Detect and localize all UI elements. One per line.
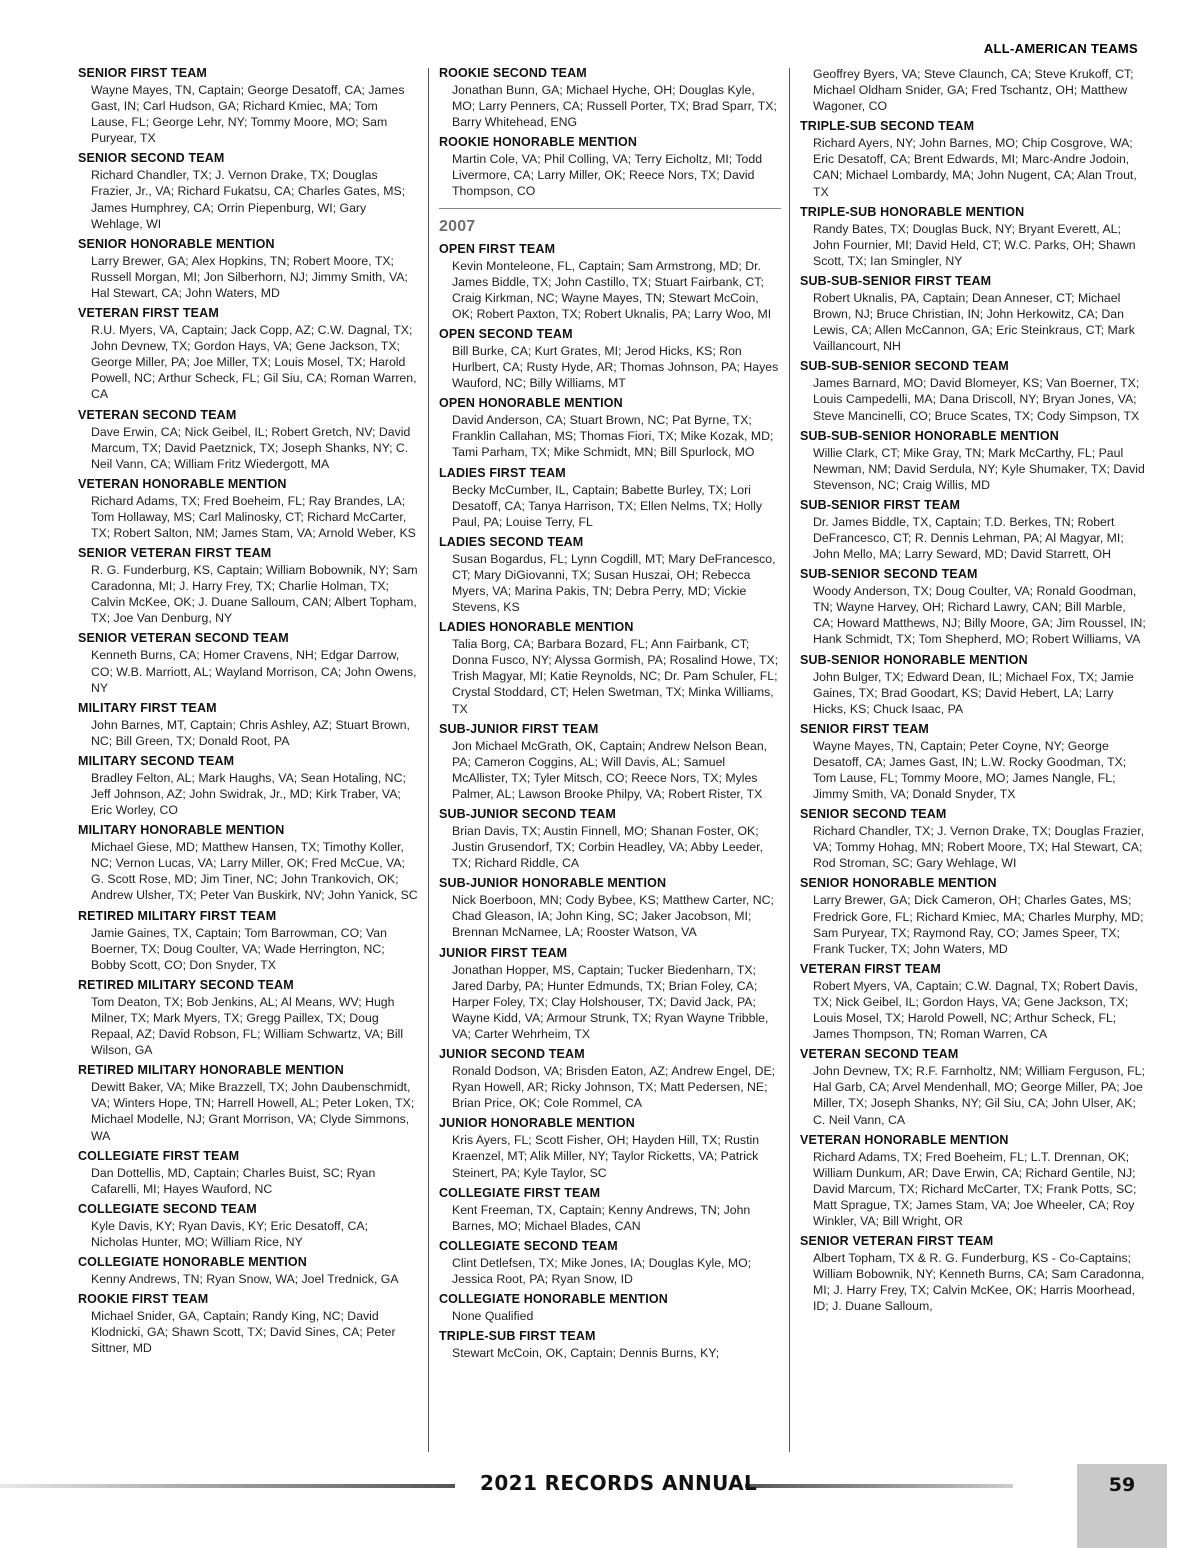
column-3	[800, 66, 1146, 1319]
team-heading: SUB-SUB-SENIOR HONORABLE MENTION	[800, 428, 1059, 443]
team-section	[78, 1202, 418, 1250]
team-roster: Susan Bogardus, FL; Lynn Cogdill, MT; Mary DeFrancesco, CT; Mary DiGiovanni, TX; Susan Huszai, OH; Rebecca Myers, VA; Marina Pakis, TN; Debra Perry, MD; Vickie Stevens, KS	[452, 551, 776, 615]
team-roster: Bradley Felton, AL; Mark Haughs, VA; Sean Hotaling, NC; Jeff Johnson, AZ; John Swidrak, Jr., MD; Kirk Traber, VA; Eric Worley, CO	[91, 770, 406, 818]
footer-rule	[0, 1484, 455, 1488]
team-section	[439, 807, 781, 871]
team-heading: RETIRED MILITARY FIRST TEAM	[78, 908, 277, 923]
team-section	[439, 66, 781, 130]
team-roster: John Bulger, TX; Edward Dean, IL; Michael Fox, TX; Jamie Gaines, TX; Brad Goodart, KS; David Hebert, LA; Larry Hicks, KS; Chuck Isaac, PA	[813, 669, 1134, 716]
team-section	[78, 631, 418, 695]
team-heading: COLLEGIATE FIRST TEAM	[439, 1185, 601, 1200]
team-section	[78, 546, 418, 626]
team-roster: Wayne Mayes, TN, Captain; George Desatoff, CA; James Gast, IN; Carl Hudson, GA; Richard Kmiec, MA; Tom Lause, FL; George Lehr, NY; Tommy Moore, MO; Sam Puryear, TX	[91, 83, 405, 146]
team-roster: John Devnew, TX; R.F. Farnholtz, NM; William Ferguson, FL; Hal Garb, CA; Arvel Mendenhall, MO; George Miller, PA; Joe Miller, TX; Joseph Shanks, NY; Gil Siu, CA; John Ulser, AK; C. Neil Vann, CA	[813, 1064, 1145, 1127]
team-roster: Kenneth Burns, CA; Homer Cravens, NH; Edgar Darrow, CO; W.B. Marriott, AL; Wayland Morrison, CA; John Owens, NY	[91, 648, 417, 695]
team-roster: Martin Cole, VA; Phil Colling, VA; Terry Eicholtz, MI; Todd Livermore, CA; Larry Miller, OK; Reece Nors, TX; David Thompson, CO	[452, 152, 763, 199]
team-section	[439, 946, 781, 1042]
team-heading: SUB-JUNIOR SECOND TEAM	[439, 807, 616, 821]
team-heading: RETIRED MILITARY SECOND TEAM	[78, 977, 294, 992]
team-heading: SENIOR FIRST TEAM	[78, 66, 207, 80]
team-roster: Dr. James Biddle, TX, Captain; T.D. Berkes, TN; Robert DeFrancesco, CT; R. Dennis Lehman, PA; Al Magyar, MI; John Mello, MA; Larry Seward, MD; David Starrett, OH	[813, 514, 1124, 562]
team-section	[800, 876, 1146, 956]
team-heading: SENIOR VETERAN FIRST TEAM	[78, 546, 272, 561]
team-section	[800, 1047, 1146, 1127]
team-roster: R. G. Funderburg, KS, Captain; William Bobownik, NY; Sam Caradonna, MI; J. Harry Frey, TX; Charlie Holman, TX; Calvin McKee, OK; J. Duane Salloum, CAN; Albert Topham, TX; Joe Van Denburg, NY	[91, 563, 418, 626]
team-section	[800, 653, 1146, 717]
team-roster: Kent Freeman, TX, Captain; Kenny Andrews, TN; John Barnes, MO; Michael Blades, CAN	[452, 1202, 751, 1233]
column-divider	[789, 68, 790, 1452]
team-section	[800, 66, 1146, 114]
column-1	[78, 66, 418, 1361]
team-heading: COLLEGIATE FIRST TEAM	[78, 1148, 240, 1163]
team-section	[800, 807, 1146, 871]
team-heading: LADIES SECOND TEAM	[439, 534, 584, 549]
team-roster: Michael Giese, MD; Matthew Hansen, TX; Timothy Koller, NC; Vernon Lucas, VA; Larry Miller, OK; Fred McCue, VA; G. Scott Rose, MD; Jim Tiner, NC; John Trankovich, OK; Andrew Ulsher, TX; Peter Van Buskirk, NV; John Yanick, SC	[91, 840, 418, 903]
team-roster: Willie Clark, CT; Mike Gray, TN; Mark McCarthy, FL; Paul Newman, NM; David Serdula, NY; Kyle Shumaker, TX; David Stevenson, NC; Craig Willis, MD	[813, 445, 1145, 492]
team-section	[800, 119, 1146, 199]
team-section	[78, 978, 418, 1058]
team-roster: Robert Uknalis, PA, Captain; Dean Anneser, CT; Michael Brown, NJ; Bruce Christian, IN; John Herkowitz, CA; Dan Lewis, CA; Allen McCannon, GA; Eric Steinkraus, CT; Mark Vaillancourt, NH	[813, 290, 1135, 354]
team-roster: Nick Boerboon, MN; Cody Bybee, KS; Matthew Carter, NC; Chad Gleason, IA; John King, SC; Jaker Jacobson, MI; Brennan McNamee, LA; Rooster Watson, VA	[452, 893, 774, 940]
team-section	[78, 66, 418, 146]
team-heading: COLLEGIATE SECOND TEAM	[78, 1201, 257, 1216]
team-heading: VETERAN SECOND TEAM	[78, 407, 237, 422]
team-section	[78, 701, 418, 749]
page-number-box	[1077, 1464, 1167, 1548]
team-section	[800, 274, 1146, 354]
team-heading: MILITARY FIRST TEAM	[78, 700, 217, 715]
team-section	[800, 1133, 1146, 1229]
team-roster: Jamie Gaines, TX, Captain; Tom Barrowman, CO; Van Boerner, TX; Doug Coulter, VA; Wade Herrington, NC; Bobby Scott, CO; Don Snyder, TX	[91, 925, 387, 972]
team-heading: OPEN HONORABLE MENTION	[439, 396, 623, 411]
team-section	[439, 466, 781, 530]
team-heading: SUB-SUB-SENIOR FIRST TEAM	[800, 273, 992, 288]
team-heading: ROOKIE FIRST TEAM	[78, 1292, 209, 1307]
team-heading: ROOKIE HONORABLE MENTION	[439, 135, 638, 150]
column-divider	[428, 68, 429, 1452]
team-section	[439, 876, 781, 940]
team-roster: Dave Erwin, CA; Nick Geibel, IL; Robert Gretch, NV; David Marcum, TX; David Paetznick, TX; Joseph Shanks, NY; C. Neil Vann, CA; William Fritz Wiedergott, MA	[91, 424, 411, 471]
team-roster: Kevin Monteleone, FL, Captain; Sam Armstrong, MD; Dr. James Biddle, TX; John Castillo, TX; Stuart Fairbank, CT; Craig Kirkman, NC; Wayne Mayes, TN; Stewart McCoin, OK; Robert Paxton, TX; Robert Uknalis, PA; Larry Woo, MI	[452, 258, 772, 321]
team-roster: Stewart McCoin, OK, Captain; Dennis Burns, KY;	[452, 1346, 720, 1361]
team-section	[78, 1292, 418, 1356]
year-block	[439, 208, 781, 236]
team-heading: LADIES HONORABLE MENTION	[439, 620, 634, 635]
team-heading: COLLEGIATE HONORABLE MENTION	[78, 1254, 307, 1269]
team-roster: Kris Ayers, FL; Scott Fisher, OH; Hayden Hill, TX; Rustin Kraenzel, MT; Alik Miller, NY; Taylor Ricketts, VA; Patrick Steinert, PA; Kyle Taylor, SC	[452, 1133, 760, 1180]
team-section	[439, 135, 781, 199]
team-section	[439, 396, 781, 460]
team-section	[439, 1239, 781, 1287]
team-section	[439, 327, 781, 391]
team-heading: VETERAN HONORABLE MENTION	[800, 1132, 1009, 1147]
team-roster: Jonathan Hopper, MS, Captain; Tucker Biedenharn, TX; Jared Darby, PA; Hunter Edmunds, TX; Brian Foley, CA; Harper Foley, TX; Clay Holshouser, TX; David Jack, PA; Wayne Kidd, VA; Armour Strunk, TX; Ryan Wayne Tribble, VA; Carter Wehrheim, TX	[452, 962, 769, 1041]
team-roster: Jon Michael McGrath, OK, Captain; Andrew Nelson Bean, PA; Cameron Coggins, AL; Will Davis, AL; Samuel McAllister, TX; Tyler Mitsch, CO; Reece Nors, TX; Myles Palmer, AL; Lawson Brooke Philpy, VA; Robert Rister, TX	[452, 738, 768, 801]
team-roster: Dan Dottellis, MD, Captain; Charles Buist, SC; Ryan Cafarelli, MI; Hayes Wauford, NC	[91, 1165, 376, 1196]
team-section	[78, 306, 418, 402]
team-roster: Brian Davis, TX; Austin Finnell, MO; Shanan Foster, OK; Justin Grusendorf, TX; Corbin Headley, VA; Abby Leeder, TX; Richard Riddle, CA	[452, 824, 764, 871]
team-roster: Tom Deaton, TX; Bob Jenkins, AL; Al Means, WV; Hugh Milner, TX; Mark Myers, TX; Gregg Paillex, TX; Doug Repaal, AZ; David Robson, FL; William Schwartz, VA; Bill Wilson, GA	[91, 994, 404, 1058]
team-heading: SUB-SUB-SENIOR SECOND TEAM	[800, 359, 1009, 374]
team-section	[800, 359, 1146, 423]
team-heading: OPEN FIRST TEAM	[439, 241, 556, 256]
team-section	[800, 205, 1146, 269]
team-section	[439, 722, 781, 802]
team-roster: Larry Brewer, GA; Alex Hopkins, TN; Robert Moore, TX; Russell Morgan, MI; Jon Silberhorn, NJ; Jimmy Smith, VA; Hal Stewart, CA; John Waters, MD	[91, 253, 408, 300]
team-roster: Richard Adams, TX; Fred Boeheim, FL; L.T. Drennan, OK; William Dunkum, AR; Dave Erwin, CA; Richard Gentile, NJ; David Marcum, TX; Richard McCarter, TX; Frank Potts, SC; Matt Sprague, TX; James Stam, VA; Joe Wheeler, CA; Roy Winkler, VA; Bill Wright, OR	[813, 1149, 1137, 1228]
team-heading: SUB-JUNIOR FIRST TEAM	[439, 721, 599, 736]
team-section	[78, 1255, 418, 1287]
team-heading: VETERAN FIRST TEAM	[78, 306, 219, 321]
team-heading: SENIOR SECOND TEAM	[78, 151, 225, 166]
team-heading: SUB-SENIOR HONORABLE MENTION	[800, 652, 1028, 667]
team-roster: Becky McCumber, IL, Captain; Babette Burley, TX; Lori Desatoff, CA; Tanya Harrison, TX; Ellen Nelms, TX; Holly Paul, PA; Louise Terry, FL	[452, 482, 763, 529]
team-heading: COLLEGIATE SECOND TEAM	[439, 1238, 618, 1253]
team-heading: RETIRED MILITARY HONORABLE MENTION	[78, 1063, 344, 1078]
team-section	[439, 1292, 781, 1324]
team-heading: COLLEGIATE HONORABLE MENTION	[439, 1291, 668, 1306]
team-section	[439, 1186, 781, 1234]
team-section	[78, 477, 418, 541]
team-heading: TRIPLE-SUB HONORABLE MENTION	[800, 204, 1025, 219]
team-heading: VETERAN SECOND TEAM	[800, 1047, 959, 1062]
team-section	[78, 151, 418, 231]
team-roster: None Qualified	[452, 1308, 534, 1323]
team-roster: Richard Chandler, TX; J. Vernon Drake, TX; Douglas Frazier, Jr., VA; Richard Fukatsu, CA; Charles Gates, MS; James Humphrey, CA; Orrin Piepenburg, WI; Gary Wehlage, WI	[91, 168, 406, 231]
team-roster: Randy Bates, TX; Douglas Buck, NY; Bryant Everett, AL; John Fournier, MI; David Held, CT; W.C. Parks, OH; Shawn Scott, TX; Ian Smingler, NY	[813, 221, 1136, 268]
team-section	[439, 1329, 781, 1361]
team-heading: SUB-JUNIOR HONORABLE MENTION	[439, 876, 667, 891]
team-section	[800, 567, 1146, 647]
team-section	[439, 242, 781, 322]
page-number: 59	[1108, 1474, 1136, 1496]
team-roster: Dewitt Baker, VA; Mike Brazzell, TX; John Daubenschmidt, VA; Winters Hope, TN; Harrell Howell, AL; Peter Loken, TX; Michael Modelle, NJ; Grant Morrison, VA; Clyde Simmons, WA	[91, 1080, 415, 1143]
team-section	[800, 1234, 1146, 1314]
team-roster: Larry Brewer, GA; Dick Cameron, OH; Charles Gates, MS; Fredrick Gore, FL; Richard Kmiec, MA; Charles Murphy, MD; Sam Puryear, TX; Raymond Ray, CO; James Speer, TX; Frank Tucker, TX; John Waters, MD	[813, 893, 1144, 956]
team-section	[439, 1116, 781, 1180]
team-section	[439, 1047, 781, 1111]
team-section	[800, 429, 1146, 493]
team-roster: Michael Snider, GA, Captain; Randy King, NC; David Klodnicki, GA; Shawn Scott, TX; David Sines, CA; Peter Sittner, MD	[91, 1309, 396, 1356]
team-roster: John Barnes, MT, Captain; Chris Ashley, AZ; Stuart Brown, NC; Bill Green, TX; Donald Root, PA	[91, 717, 410, 748]
team-section	[800, 722, 1146, 802]
team-heading: SENIOR VETERAN FIRST TEAM	[800, 1234, 994, 1249]
team-section	[78, 1063, 418, 1143]
team-roster: Jonathan Bunn, GA; Michael Hyche, OH; Douglas Kyle, MO; Larry Penners, CA; Russell Porter, TX; Brad Sparr, TX; Barry Whitehead, ENG	[452, 83, 777, 130]
team-section	[78, 1149, 418, 1197]
team-roster: Kyle Davis, KY; Ryan Davis, KY; Eric Desatoff, CA; Nicholas Hunter, MO; William Rice, NY	[91, 1218, 368, 1249]
team-roster: Talia Borg, CA; Barbara Bozard, FL; Ann Fairbank, CT; Donna Fusco, NY; Alyssa Gormish, PA; Rosalind Howe, TX; Trish Magyar, MI; Katie Reynolds, NC; Dr. Pam Schuler, FL; Crystal Stoddard, CT; Helen Swetman, TX; Minka Williams, TX	[452, 637, 779, 716]
team-roster: Geoffrey Byers, VA; Steve Claunch, CA; Steve Krukoff, CT; Michael Oldham Snider, GA; Fred Tschantz, OH; Matthew Wagoner, CO	[813, 67, 1134, 114]
team-heading: JUNIOR FIRST TEAM	[439, 945, 568, 960]
team-roster: R.U. Myers, VA, Captain; Jack Copp, AZ; C.W. Dagnal, TX; John Devnew, TX; Gordon Hays, VA; Gene Jackson, TX; George Miller, PA; Joe Miller, TX; Louis Mosel, TX; Harold Powell, NC; Arthur Scheck, FL; Gil Siu, CA; Roman Warren, CA	[91, 323, 417, 402]
team-heading: TRIPLE-SUB SECOND TEAM	[800, 119, 975, 134]
team-heading: TRIPLE-SUB FIRST TEAM	[439, 1329, 596, 1344]
team-heading: JUNIOR HONORABLE MENTION	[439, 1116, 635, 1131]
team-heading: JUNIOR SECOND TEAM	[439, 1047, 585, 1062]
footer-rule	[745, 1484, 1013, 1488]
team-roster: Richard Chandler, TX; J. Vernon Drake, TX; Douglas Frazier, VA; Tommy Hohag, MN; Robert Moore, TX; Hal Stewart, CA; Rod Stroman, SC; Gary Wehlage, WI	[813, 824, 1145, 871]
team-section	[78, 408, 418, 472]
team-heading: SUB-SENIOR FIRST TEAM	[800, 497, 961, 512]
team-heading: SENIOR SECOND TEAM	[800, 807, 947, 822]
team-roster: Kenny Andrews, TN; Ryan Snow, WA; Joel Trednick, GA	[91, 1271, 399, 1286]
team-heading: SENIOR VETERAN SECOND TEAM	[78, 631, 289, 646]
team-roster: David Anderson, CA; Stuart Brown, NC; Pat Byrne, TX; Franklin Callahan, MS; Thomas Fiori, TX; Mike Kozak, MD; Tami Parham, TX; Mike Schmidt, MN; Bill Spurlock, MO	[452, 413, 774, 460]
team-roster: James Barnard, MO; David Blomeyer, KS; Van Boerner, TX; Louis Campedelli, MA; Dana Driscoll, NY; Bryan Jones, VA; Steve Mancinelli, CO; Bruce Scates, TX; Cody Simpson, TX	[813, 376, 1140, 423]
team-heading: LADIES FIRST TEAM	[439, 465, 566, 480]
team-heading: ROOKIE SECOND TEAM	[439, 66, 587, 80]
running-head: ALL-AMERICAN TEAMS	[983, 41, 1138, 56]
team-section	[439, 620, 781, 716]
team-roster: Ronald Dodson, VA; Brisden Eaton, AZ; Andrew Engel, DE; Ryan Howell, AR; Ricky Johnson, TX; Matt Pedersen, NE; Brian Price, OK; Cole Rommel, CA	[452, 1064, 776, 1111]
team-section	[800, 498, 1146, 562]
team-roster: Clint Detlefsen, TX; Mike Jones, IA; Douglas Kyle, MO; Jessica Root, PA; Ryan Snow, ID	[452, 1255, 752, 1286]
team-section	[78, 909, 418, 973]
team-roster: Woody Anderson, TX; Doug Coulter, VA; Ronald Goodman, TN; Wayne Harvey, OH; Richard Lawry, CAN; Bill Marble, CA; Howard Matthews, NJ; Billy Moore, GA; Jim Roussel, IN; Hank Schmidt, TX; Tom Shepherd, MO; Robert Williams, VA	[813, 584, 1146, 647]
team-section	[78, 237, 418, 301]
team-roster: Bill Burke, CA; Kurt Grates, MI; Jerod Hicks, KS; Ron Hurlbert, CA; Rusty Hyde, AR; Thomas Johnson, PA; Hayes Wauford, NC; Billy Williams, MT	[452, 343, 779, 391]
team-section	[439, 535, 781, 615]
team-section	[800, 962, 1146, 1042]
team-roster: Richard Adams, TX; Fred Boeheim, FL; Ray Brandes, LA; Tom Hollaway, MS; Carl Malinosky, CT; Richard McCarter, TX; Robert Salton, NM; James Stam, VA; Arnold Weber, KS	[91, 493, 416, 540]
team-roster: Wayne Mayes, TN, Captain; Peter Coyne, NY; George Desatoff, CA; James Gast, IN; L.W. Rocky Goodman, TX; Tom Lause, FL; Tommy Moore, MO; James Nangle, FL; Jimmy Smith, VA; Donald Snyder, TX	[813, 738, 1127, 802]
footer-title: 2021 RECORDS ANNUAL	[480, 1471, 758, 1495]
team-roster: Robert Myers, VA, Captain; C.W. Dagnal, TX; Robert Davis, TX; Nick Geibel, IL; Gordon Hays, VA; Gene Jackson, TX; Louis Mosel, TX; Harold Powell, NC; Arthur Scheck, FL; James Thompson, TN; Roman Warren, CA	[813, 978, 1138, 1042]
team-heading: MILITARY SECOND TEAM	[78, 753, 235, 768]
team-section	[78, 823, 418, 903]
column-2	[439, 66, 781, 1366]
team-heading: SUB-SENIOR SECOND TEAM	[800, 567, 978, 582]
team-heading: OPEN SECOND TEAM	[439, 326, 573, 341]
team-heading: VETERAN FIRST TEAM	[800, 961, 941, 976]
team-heading: SENIOR HONORABLE MENTION	[78, 236, 275, 251]
team-heading: SENIOR HONORABLE MENTION	[800, 876, 997, 891]
team-heading: SENIOR FIRST TEAM	[800, 721, 929, 736]
team-roster: Richard Ayers, NY; John Barnes, MO; Chip Cosgrove, WA; Eric Desatoff, CA; Brent Edwards, MI; Marc-Andre Jodoin, CAN; Michael Lombardy, MA; John Nugent, CA; Alan Trout, TX	[813, 136, 1137, 199]
team-section	[78, 754, 418, 818]
year-heading: 2007	[439, 217, 476, 235]
team-roster: Albert Topham, TX & R. G. Funderburg, KS - Co-Captains; William Bobownik, NY; Kenneth Burns, CA; Sam Caradonna, MI; J. Harry Frey, TX; Calvin McKee, OK; Harris Moorhead, ID; J. Duane Salloum,	[813, 1251, 1145, 1314]
team-heading: MILITARY HONORABLE MENTION	[78, 823, 285, 838]
team-heading: VETERAN HONORABLE MENTION	[78, 476, 287, 491]
